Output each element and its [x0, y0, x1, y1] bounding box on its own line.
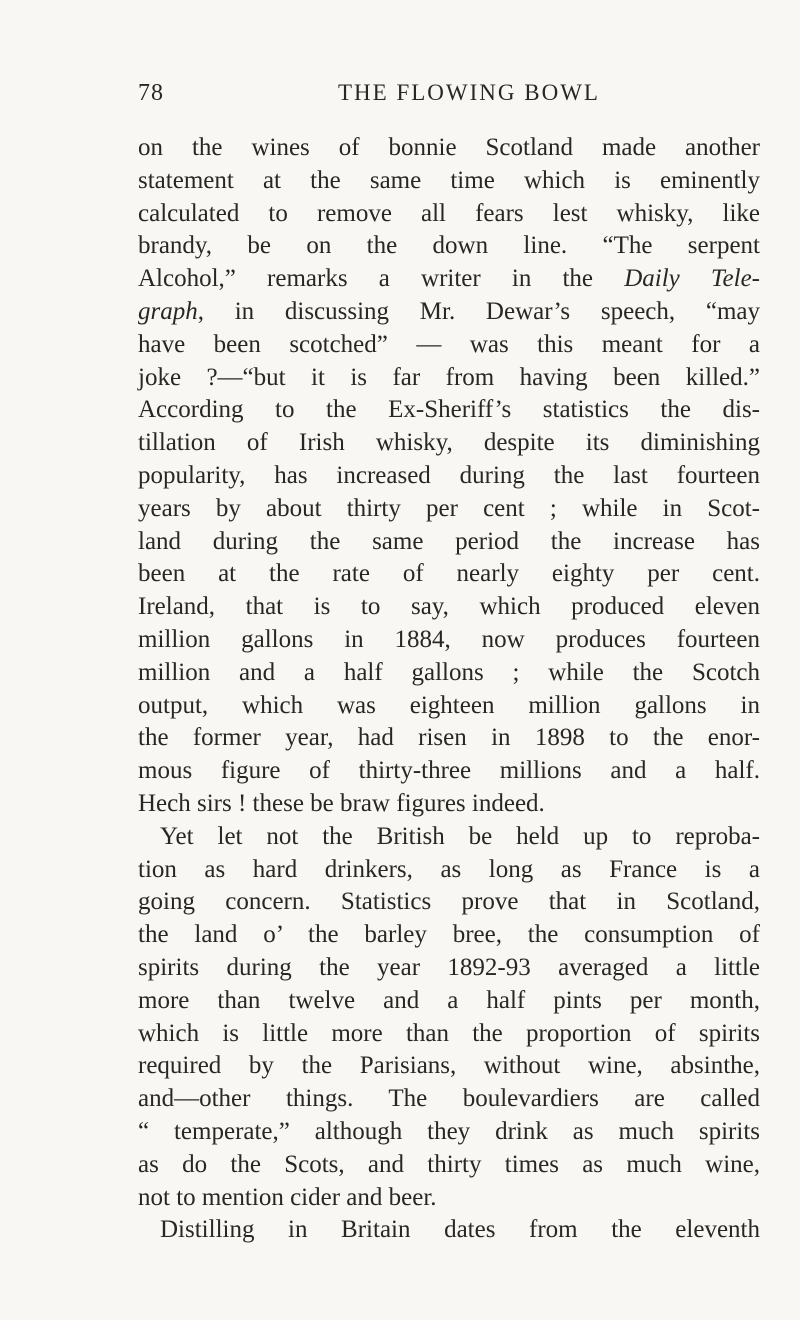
running-title: THE FLOWING BOWL [338, 80, 600, 105]
text-line: more than twelve and a half pints per month, [138, 986, 760, 1014]
text-line: Alcohol,” remarks a writer in the Daily Tele- [138, 265, 760, 293]
text-line: Ireland, that is to say, which produced eleven [138, 593, 760, 621]
text-line: going concern. Statistics prove that in Scotland, [138, 888, 760, 916]
text-line: spirits during the year 1892-93 averaged a little [138, 953, 760, 981]
text-line: as do the Scots, and thirty times as much wine, [138, 1150, 760, 1178]
text-line: million gallons in 1884, now produces fourteen [138, 625, 760, 653]
text-line: Distilling in Britain dates from the eleventh [160, 1216, 760, 1244]
text-line: output, which was eighteen million gallons in [138, 691, 760, 719]
running-head [138, 80, 758, 120]
text-line: not to mention cider and beer. [138, 1183, 437, 1211]
text-line: required by the Parisians, without wine, absinthe, [138, 1052, 760, 1080]
text-line: mous figure of thirty-three millions and a half. [138, 757, 760, 785]
text-line: joke ?—“but it is far from having been killed.” [138, 363, 760, 391]
text-line: have been scotched” — was this meant for a [138, 330, 760, 358]
text-line: calculated to remove all fears lest whisky, like [138, 199, 760, 227]
text-line: been at the rate of nearly eighty per cent. [138, 560, 760, 588]
text-line: million and a half gallons ; while the Scotch [138, 658, 760, 686]
text-line: brandy, be on the down line. “The serpent [138, 232, 760, 260]
text-line: and—other things. The boulevardiers are called [138, 1085, 760, 1113]
text-line: on the wines of bonnie Scotland made another [138, 134, 760, 161]
text-line: land during the same period the increase has [138, 527, 760, 555]
text-line: graph, in discussing Mr. Dewar’s speech, “may [138, 297, 760, 325]
page-number: 78 [138, 80, 164, 106]
text-line: “ temperate,” although they drink as much spirits [138, 1117, 760, 1145]
text-line: tion as hard drinkers, as long as France is a [138, 855, 760, 883]
text-line: which is little more than the proportion of spirits [138, 1019, 760, 1047]
text-line: Yet let not the British be held up to reproba- [160, 822, 760, 850]
text-line: the land o’ the barley bree, the consumption of [138, 921, 760, 949]
body-text [138, 132, 760, 1247]
text-line: the former year, had risen in 1898 to the enor- [138, 724, 760, 752]
text-line: Hech sirs ! these be braw figures indeed. [138, 789, 545, 817]
text-line: According to the Ex-Sheriff’s statistics the dis- [138, 396, 760, 424]
text-line: statement at the same time which is eminently [138, 166, 760, 194]
text-line: years by about thirty per cent ; while in Scot- [138, 494, 760, 522]
text-line: popularity, has increased during the last fourteen [138, 461, 760, 489]
text-line: tillation of Irish whisky, despite its diminishing [138, 429, 760, 457]
